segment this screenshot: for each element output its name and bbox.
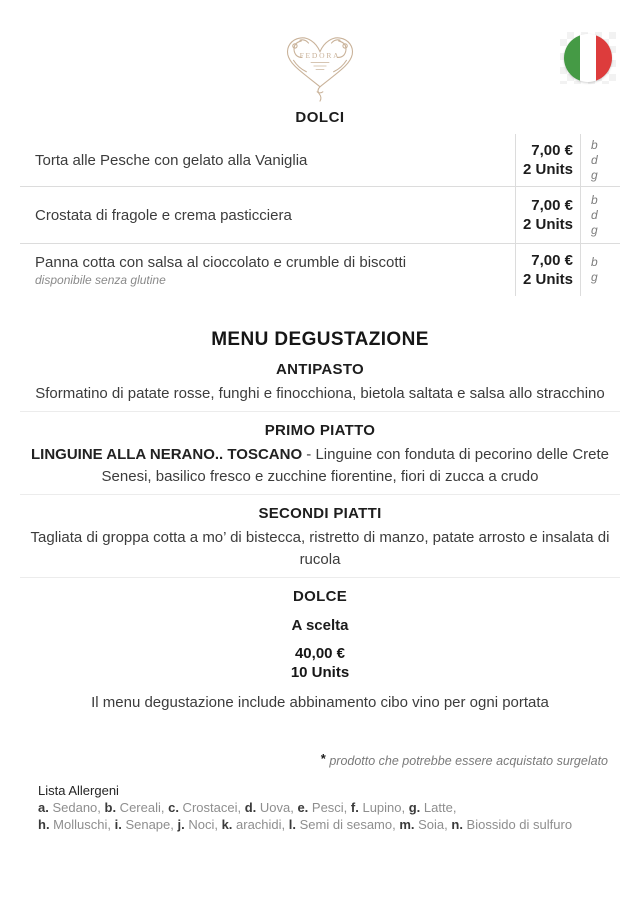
- allergen-line-1: [38, 799, 640, 816]
- allergen-name: Uova,: [256, 800, 298, 815]
- allergen-key: h.: [38, 817, 50, 832]
- dish-price: 7,00 €: [531, 252, 573, 269]
- degustazione-units: 10 Units: [290, 664, 350, 681]
- allergen-name: Crostacei,: [178, 800, 245, 815]
- degustazione-section: [20, 329, 620, 711]
- allergen-key: l.: [288, 817, 297, 832]
- allergen-letter: g: [591, 270, 598, 284]
- dish-price: 7,00 €: [531, 142, 573, 159]
- allergen-name: Biossido di sulfuro: [462, 817, 573, 832]
- dish-price-cell: [515, 134, 580, 186]
- degustazione-note: Il menu degustazione include abbinamento cibo vino per ogni portata: [91, 694, 549, 711]
- section-title-dolci: DOLCI: [295, 109, 345, 126]
- allergen-name: Sedano,: [48, 800, 105, 815]
- course-dish-detail: - Linguine con fonduta di pecorino delle Crete Senesi, basilico fresco e zucchine fiorentine, fiori di zucca a crudo: [101, 446, 609, 485]
- logo-wordmark: FEDORA: [299, 51, 341, 61]
- allergen-name: Molluschi,: [49, 817, 115, 832]
- allergen-line-2: [38, 816, 640, 833]
- course-heading-secondi: SECONDI PIATTI: [258, 505, 382, 522]
- allergen-key: k.: [221, 817, 233, 832]
- allergen-key: j.: [177, 817, 185, 832]
- dish-name-cell: [20, 244, 515, 296]
- allergen-key: b.: [104, 800, 117, 815]
- allergen-list-title: Lista Allergeni: [38, 783, 119, 798]
- course-dish-name: LINGUINE ALLA NERANO.. TOSCANO: [31, 446, 303, 463]
- allergen-key: c.: [168, 800, 179, 815]
- course-description: [20, 444, 620, 488]
- allergen-key: d.: [244, 800, 257, 815]
- allergen-letter: b: [591, 255, 598, 269]
- degustazione-title: MENU DEGUSTAZIONE: [211, 329, 429, 350]
- footnote-text: prodotto che potrebbe essere acquistato surgelato: [325, 754, 608, 768]
- asterisk-mark: *: [320, 751, 326, 766]
- allergen-key: g.: [408, 800, 421, 815]
- allergen-key: i.: [114, 817, 122, 832]
- allergen-name: Senape,: [121, 817, 178, 832]
- allergen-name: Cereali,: [116, 800, 169, 815]
- allergen-letter: g: [591, 222, 598, 237]
- allergen-name: Soia,: [414, 817, 452, 832]
- allergen-name: Latte,: [420, 800, 457, 815]
- allergen-letter: d: [591, 207, 598, 222]
- dish-allergens-cell: [580, 244, 620, 296]
- dish-allergens-cell: [580, 187, 620, 243]
- course-heading-antipasto: ANTIPASTO: [276, 361, 364, 378]
- dish-price-cell: [515, 244, 580, 296]
- table-row: [20, 134, 620, 187]
- course-heading-dolce: DOLCE: [293, 588, 347, 605]
- dish-units: 2 Units: [522, 161, 573, 178]
- dish-price-cell: [515, 187, 580, 243]
- dish-price: 7,00 €: [531, 197, 573, 214]
- dish-note: disponibile senza glutine: [35, 272, 166, 287]
- dish-name-cell: [20, 134, 515, 186]
- section-divider: [20, 494, 620, 495]
- degustazione-price-block: [20, 644, 620, 682]
- allergen-name: Noci,: [184, 817, 222, 832]
- table-row: [20, 187, 620, 244]
- allergen-key: n.: [451, 817, 463, 832]
- section-divider: [20, 411, 620, 412]
- allergen-name: Lupino,: [358, 800, 409, 815]
- frozen-product-footnote: [20, 751, 620, 768]
- dolci-table: [20, 134, 620, 296]
- allergen-name: arachidi,: [232, 817, 289, 832]
- allergen-letter: b: [591, 192, 598, 207]
- dish-units: 2 Units: [522, 271, 573, 288]
- course-description-dolce: A scelta: [291, 617, 349, 634]
- heart-flourish-icon: [277, 30, 363, 102]
- allergen-letter: d: [591, 152, 598, 167]
- allergen-key: e.: [297, 800, 309, 815]
- italy-flag-icon: [560, 32, 616, 84]
- dish-name: Torta alle Pesche con gelato alla Vaniglia: [35, 151, 308, 169]
- allergen-letter: b: [591, 137, 598, 152]
- page-header: [0, 0, 640, 100]
- degustazione-price: 40,00 €: [294, 645, 346, 662]
- course-description: Sformatino di patate rosse, funghi e finocchiona, bietola saltata e salsa allo stracchino: [35, 385, 605, 402]
- table-row: [20, 244, 620, 296]
- course-description: Tagliata di groppa cotta a mo’ di bistecca, ristretto di manzo, patate arrosto e insalata di rucola: [30, 529, 610, 568]
- fedora-logo: [277, 30, 363, 107]
- dish-units: 2 Units: [522, 216, 573, 233]
- allergen-name: Semi di sesamo,: [296, 817, 400, 832]
- allergen-name: Pesci,: [308, 800, 351, 815]
- section-divider: [20, 577, 620, 578]
- allergen-list: [38, 782, 640, 833]
- dish-allergens-cell: [580, 134, 620, 186]
- allergen-letter: g: [591, 167, 598, 182]
- dish-name: Crostata di fragole e crema pasticciera: [35, 206, 292, 224]
- dish-name: Panna cotta con salsa al cioccolato e crumble di biscotti: [35, 253, 407, 271]
- allergen-key: a.: [38, 800, 49, 815]
- course-heading-primo: PRIMO PIATTO: [264, 422, 376, 439]
- allergen-key: f.: [350, 800, 359, 815]
- allergen-key: m.: [399, 817, 415, 832]
- dish-name-cell: [20, 187, 515, 243]
